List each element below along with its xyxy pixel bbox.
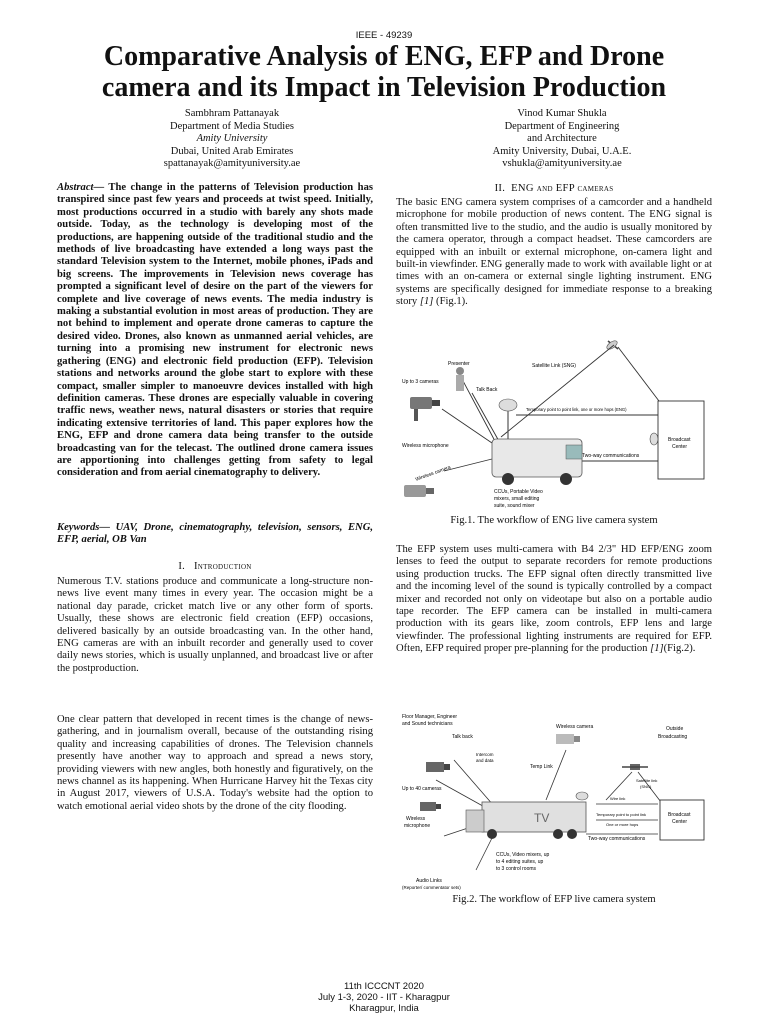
paragraph-text: The basic ENG camera system comprises of a camcorder and a handheld microphone for mobile production of news content. The ENG signal is often transmitted live to the studio, and the audio is usually monitored by the camera operator, through a compact headset. These camcorders are equipped with an inbuilt or external microphone, on-camera light and built-in viewfinder. ENG generally made to work with available light or at times with an on-camera or external single lighting instrument. ENG systems are specifically designed for immediate response to a breaking story [396,197,712,308]
abstract-label: Abstract [57,182,94,193]
section-number: II. [494,183,506,194]
fig-label: Outside [666,726,684,732]
section-heading-eng [396,183,712,194]
citation-ref[interactable]: [1] [650,643,664,655]
dish-icon [650,433,658,445]
fig-label: Broadcast [668,437,691,443]
author-email[interactable]: spattanayak@amityuniversity.ae [163,158,301,169]
author-dept: Department of Media Studies [170,120,294,132]
paragraph-text: Numerous T.V. stations produce and communicate a long-structure non-news live event many times in every year. The occasion might be a national day parade, cricket match live or any other form of sports. Usually, these shows are electronic field creation (EFP) occasions, delivered basically by an outside broadcasting van. In the other hand, ENG cameras are with an inbuilt recorder and generally used to cover daily news stories, which is usually unplanned, and broadcast live or after the postproduction. [57,576,373,674]
fig-label: TV [534,811,550,825]
fig-label: Audio Links [416,878,442,884]
fig-label: (SNG) [640,784,652,789]
dish-icon [576,792,588,800]
paragraph-text: One clear pattern that developed in recent times is the change of news-gathering, and in journalism overall, because of the outstanding rising quality and increasing capabilities of drones. The Television channels presently have another way to approach and spread a news story, providing viewers with new angles, both honestly and figuratively, on the news channel as its happening. When Hurricane Harvey hit the Texas city in August 2017, viewers of U.S.A. Today's website had the option to watch emotional aerial video shots by the drone of the city flooding. [57,714,373,812]
author-location: Dubai, United Arab Emirates [170,145,294,157]
fig-label: microphone [404,823,431,829]
author-org: Amity University [196,133,268,144]
fig-label: Temporary point to point link, one or more hops (ENG) [526,407,627,412]
author-dept: Department of Engineering [504,120,620,132]
section-title: ENG and EFP cameras [511,183,614,194]
fig-label: Wire link [610,796,626,801]
eng-paragraph [396,197,712,309]
author-email[interactable]: vshukla@amityuniversity.ae [502,158,622,169]
efp-paragraph [396,544,712,656]
fig-label: Temporary point to point link [596,812,647,817]
abstract [57,182,373,480]
figure-1-caption: Fig.1. The workflow of ENG live camera system [450,515,658,526]
fig-label: Center [672,819,688,825]
section-title: Introduction [193,561,252,572]
paper-title [20,41,748,103]
figure-2-caption: Fig.2. The workflow of EFP live camera system [452,894,656,905]
fig-label: Wireless [406,816,426,822]
fig-label: Wireless microphone [402,443,449,449]
fig-label: Satellite link [636,778,658,783]
fig-label: Broadcasting [658,734,688,740]
footer-line: July 1-3, 2020 - IIT - Kharagpur [318,992,450,1003]
footer-line: 11th ICCCNT 2020 [344,981,424,992]
fig-label: Talk Back [476,387,498,393]
citation-ref[interactable]: [1] [419,296,434,308]
fig-label: Satellite Link (SNG) [532,363,576,369]
fig-label: Intercom [476,752,494,757]
section-number: I. [178,561,186,572]
fig-label: to 3 control rooms [496,866,537,872]
title-line-2: camera and its Impact in Television Production [101,72,667,103]
fig-label: Wireless camera [556,724,594,730]
fig-label: Wireless camera [414,464,452,483]
fig-label: Temp Link [530,764,553,770]
paragraph-tail: (Fig.1). [433,296,468,308]
abstract-text: — The change in the patterns of Television production has transpired since past few years and proceeds at twist speed. Initially, most productions occurred in a studio with barely any shots made outside. Today, as the technology is developing most of the productions, are happening outside of the traditional studio and the methods of live broadcasting have extended a long ways past the standard Television system to the Internet, mobile phones, iPads and big screens. The improvements in Television news coverage has prompted a significant level of desire on the part of the viewers for complete and live coverage of news events. The media industry is making a substantial evolution in most areas of production. They are not behind to implement and operate drone cameras to capture the desired video. Drones, also known as unmanned aerial vehicles, are turning into a promising new instrument for electronic news gathering (ENG) and electronic field production (EFP). Television stations and networks around the globe start to explore with these compact, smaller simpler to manoeuvre devices installed with high definition cameras. These drones are especially valuable in covering traffic news, weather news, natural disasters or stories that require indicating extensive territories of land. This paper explores how the ENG, EFP and drone camera data being transfer to the outside broadcasting van for the telecast. The outlined drone camera issues are apportioning into challenges getting from safety to legal consideration and from aerial cinematography to delivery. [57,182,373,479]
presenter-icon [456,367,464,391]
author-org: and Architecture [527,133,597,144]
intro-paragraph-2 [57,714,373,813]
fig-label: and Sound technicians [402,721,453,727]
keywords-label: Keywords [57,522,100,533]
fig-label: CCUs, Portable Video [494,489,543,495]
fig-label: (Reporter/ commentator sets) [402,885,461,890]
fig-label: Talk back [452,734,473,740]
fig-label: suite, sound mixer [494,503,535,509]
fig-label: Two-way communications [588,836,646,842]
fig-label: Up to 40 cameras [402,786,442,792]
fig-label: Up to 3 cameras [402,379,439,385]
fig-label: Center [672,444,688,450]
footer-line: Kharagpur, India [349,1003,419,1014]
page-footer [0,981,768,1014]
figure-2-efp-workflow [396,710,712,892]
title-line-1: Comparative Analysis of ENG, EFP and Drone [103,41,665,72]
fig-label: mixers, small editing [494,496,540,502]
author-block-1 [132,108,332,171]
fig-label: CCUs, Video mixers, up [496,852,550,858]
conference-id: IEEE - 49239 [355,30,413,41]
fig-label: Presenter [448,361,470,367]
fig-label: One or more hops [606,822,639,827]
keywords [57,522,373,547]
intro-paragraph-1 [57,576,373,675]
author-location: Amity University, Dubai, U.A.E. [492,145,632,157]
author-name: Vinod Kumar Shukla [517,108,607,119]
figure-1-eng-workflow [396,335,712,513]
section-heading-intro [57,561,373,572]
keywords-text: — UAV, Drone, cinematography, television, sensors, ENG, EFP, aerial, OB Van [57,522,373,546]
fig-label: to 4 editing suites, up [496,859,544,865]
fig-label: and data [476,758,494,763]
fig-label: Broadcast [668,812,691,818]
author-name: Sambhram Pattanayak [184,108,280,119]
paragraph-text: The EFP system uses multi-camera with B4 2/3" HD EFP/ENG zoom lenses to feed the output to separate recorders for remote productions using production trucks. The EFP signal often directly transmitted live and the incoming level of the sound is typically controlled by a compact mixer and recorded not only on videotape but also on a portable audio tape recorder. The EFP camera can be installed in multi-camera production with its gears like, zoom controls, EFP lens and large viewfinder. The professional lighting instruments are required for EFP. Often, EFP required proper pre-planning for the production [396,544,712,655]
author-block-2 [462,108,662,171]
fig-label: Floor Manager, Engineer [402,714,458,720]
fig-label: Two-way communications [582,453,640,459]
paragraph-tail: (Fig.2). [663,643,696,655]
